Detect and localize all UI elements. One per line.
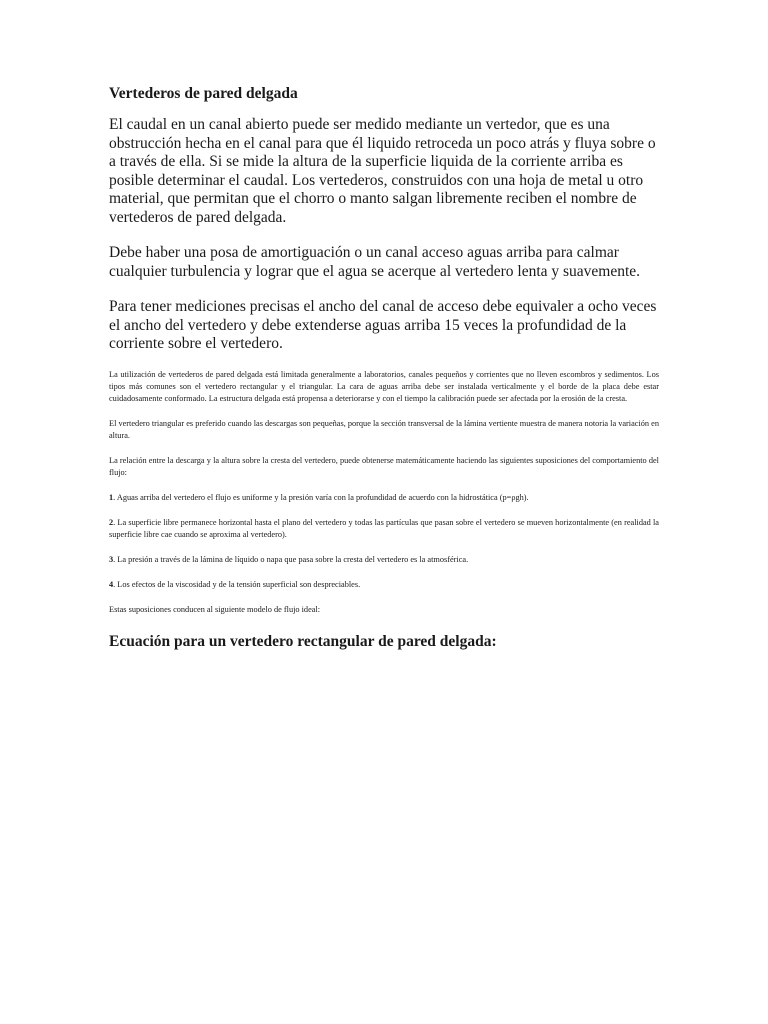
intro-paragraph: Para tener mediciones precisas el ancho del canal de acceso debe equivaler a ocho veces el ancho del vertedero y debe extenderse aguas arriba 15 veces la profundidad de la corriente sobre el vertedero. — [109, 298, 657, 352]
assumption-number: 4 — [109, 579, 114, 589]
conclusion-text: Estas suposiciones conducen al siguiente modelo de flujo ideal: — [109, 604, 321, 614]
assumption-item — [109, 554, 659, 566]
assumption-text: . La superficie libre permanece horizontal hasta el plano del vertedero y todas las partículas que pasan sobre el vertedero se mueven horizontalmente (en realidad la superficie libre cae cuando se aproxima al vertedero). — [109, 517, 659, 539]
assumption-number: 2 — [109, 517, 114, 527]
detail-paragraph: El vertedero triangular es preferido cuando las descargas son pequeñas, porque la sección transversal de la lámina vertiente muestra de manera notoria la variación en altura. — [109, 418, 659, 440]
assumption-item — [109, 517, 659, 541]
assumption-text: . Los efectos de la viscosidad y de la tensión superficial son despreciables. — [113, 579, 361, 589]
detail-paragraph: La utilización de vertederos de pared delgada está limitada generalmente a laboratorios, canales pequeños y corrientes que no lleven escombros y sedimentos. Los tipos más comunes son el vertedero rectangular y el triangular. La cara de aguas arriba debe ser instalada verticalmente y el borde de la placa debe estar cuidadosamente conformado. La estructura delgada está propensa a deteriorarse y con el tiempo la calibración puede ser afectada por la erosión de la cresta. — [109, 369, 659, 403]
assumption-text: . Aguas arriba del vertedero el flujo es uniforme y la presión varía con la profundidad de acuerdo con la hidrostática (p=ρgh). — [113, 492, 529, 502]
equation-heading: Ecuación para un vertedero rectangular de pared delgada: — [109, 632, 497, 650]
assumption-number: 1 — [109, 492, 114, 502]
intro-paragraph: Debe haber una posa de amortiguación o un canal acceso aguas arriba para calmar cualquier turbulencia y lograr que el agua se acerque al vertedero lenta y suavemente. — [109, 244, 641, 280]
assumption-item — [109, 579, 659, 591]
assumption-item — [109, 492, 659, 504]
document-page — [109, 84, 659, 652]
detail-paragraph: La relación entre la descarga y la altura sobre la cresta del vertedero, puede obtenerse matemáticamente haciendo las siguientes suposiciones del comportamiento del flujo: — [109, 455, 659, 477]
document-title: Vertederos de pared delgada — [109, 85, 298, 102]
assumption-number: 3 — [109, 554, 114, 564]
assumption-text: . La presión a través de la lámina de líquido o napa que pasa sobre la cresta del vertedero es la atmosférica. — [113, 554, 469, 564]
intro-paragraph: El caudal en un canal abierto puede ser medido mediante un vertedor, que es una obstrucción hecha en el canal para que él liquido retroceda un poco atrás y fluya sobre o a través de ella. Si se mide la altura de la superficie liquida de la corriente arriba es posible determinar el caudal. Los vertederos, construidos con una hoja de metal u otro material, que permitan que el chorro o manto salgan libremente reciben el nombre de vertederos de pared delgada. — [109, 116, 656, 226]
